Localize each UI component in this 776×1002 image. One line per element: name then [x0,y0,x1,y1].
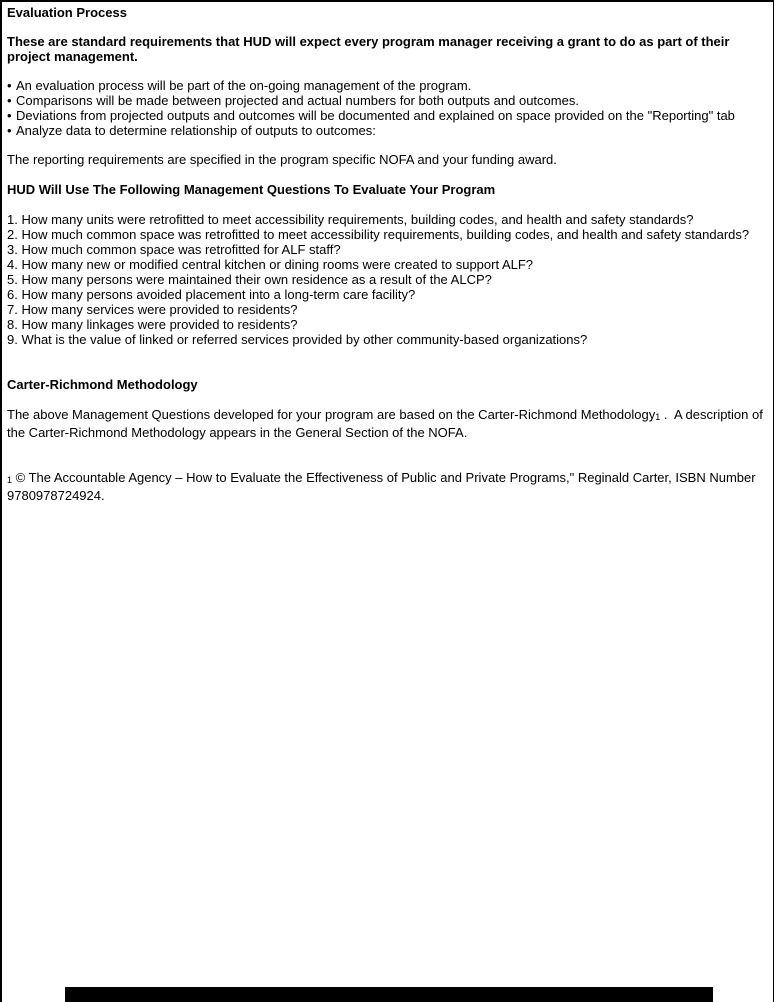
footnote-marker: 1 [7,475,13,485]
bullet-item [7,93,767,108]
bullet-text: An evaluation process will be part of the on-going management of the program. [16,78,472,93]
methodology-text-cont: . A description of the Carter-Richmond Methodology appears in the General Section of the NOFA. [7,407,767,440]
reporting-note: The reporting requirements are specified in the program specific NOFA and your funding award. [7,152,557,167]
bullet-list [7,78,767,138]
footnote-text: © The Accountable Agency – How to Evaluate the Effectiveness of Public and Private Programs," Reginald Carter, ISBN Number 9780978724924. [7,470,760,503]
bullet-icon: • [7,78,12,93]
page-title: Evaluation Process [7,5,127,20]
questions-heading: HUD Will Use The Following Management Questions To Evaluate Your Program [7,182,496,197]
methodology-text: The above Management Questions developed for your program are based on the Carter-Richmond Methodology [7,407,656,422]
footnote [7,470,767,503]
footnote-ref: 1 [655,412,661,422]
bullet-icon: • [7,108,12,123]
methodology-paragraph [7,407,767,440]
document-content [2,2,773,503]
question-item: 3. How much common space was retrofitted for ALF staff? [7,242,341,257]
bullet-icon: • [7,123,12,138]
bottom-black-bar [65,987,713,1002]
bullet-text: Analyze data to determine relationship of outputs to outcomes: [16,123,376,138]
bullet-item [7,108,767,123]
bullet-item [7,78,767,93]
questions-list [7,212,767,347]
bullet-text: Comparisons will be made between projected and actual numbers for both outputs and outcomes. [16,93,579,108]
question-item: 1. How many units were retrofitted to meet accessibility requirements, building codes, and health and safety standards? [7,212,694,227]
question-item: 8. How many linkages were provided to residents? [7,317,298,332]
question-item: 6. How many persons avoided placement into a long-term care facility? [7,287,416,302]
bullet-item [7,123,767,138]
question-item: 9. What is the value of linked or referred services provided by other community-based organizations? [7,332,588,347]
intro-paragraph: These are standard requirements that HUD will expect every program manager receiving a grant to do as part of their project management. [7,34,734,64]
question-item: 7. How many services were provided to residents? [7,302,298,317]
question-item: 4. How many new or modified central kitchen or dining rooms were created to support ALF? [7,257,534,272]
question-item: 5. How many persons were maintained their own residence as a result of the ALCP? [7,272,492,287]
bullet-text: Deviations from projected outputs and outcomes will be documented and explained on space provided on the "Reporting" tab [16,108,735,123]
question-item: 2. How much common space was retrofitted to meet accessibility requirements, building codes, and health and safety standards? [7,227,750,242]
methodology-heading: Carter-Richmond Methodology [7,377,198,392]
bullet-icon: • [7,93,12,108]
